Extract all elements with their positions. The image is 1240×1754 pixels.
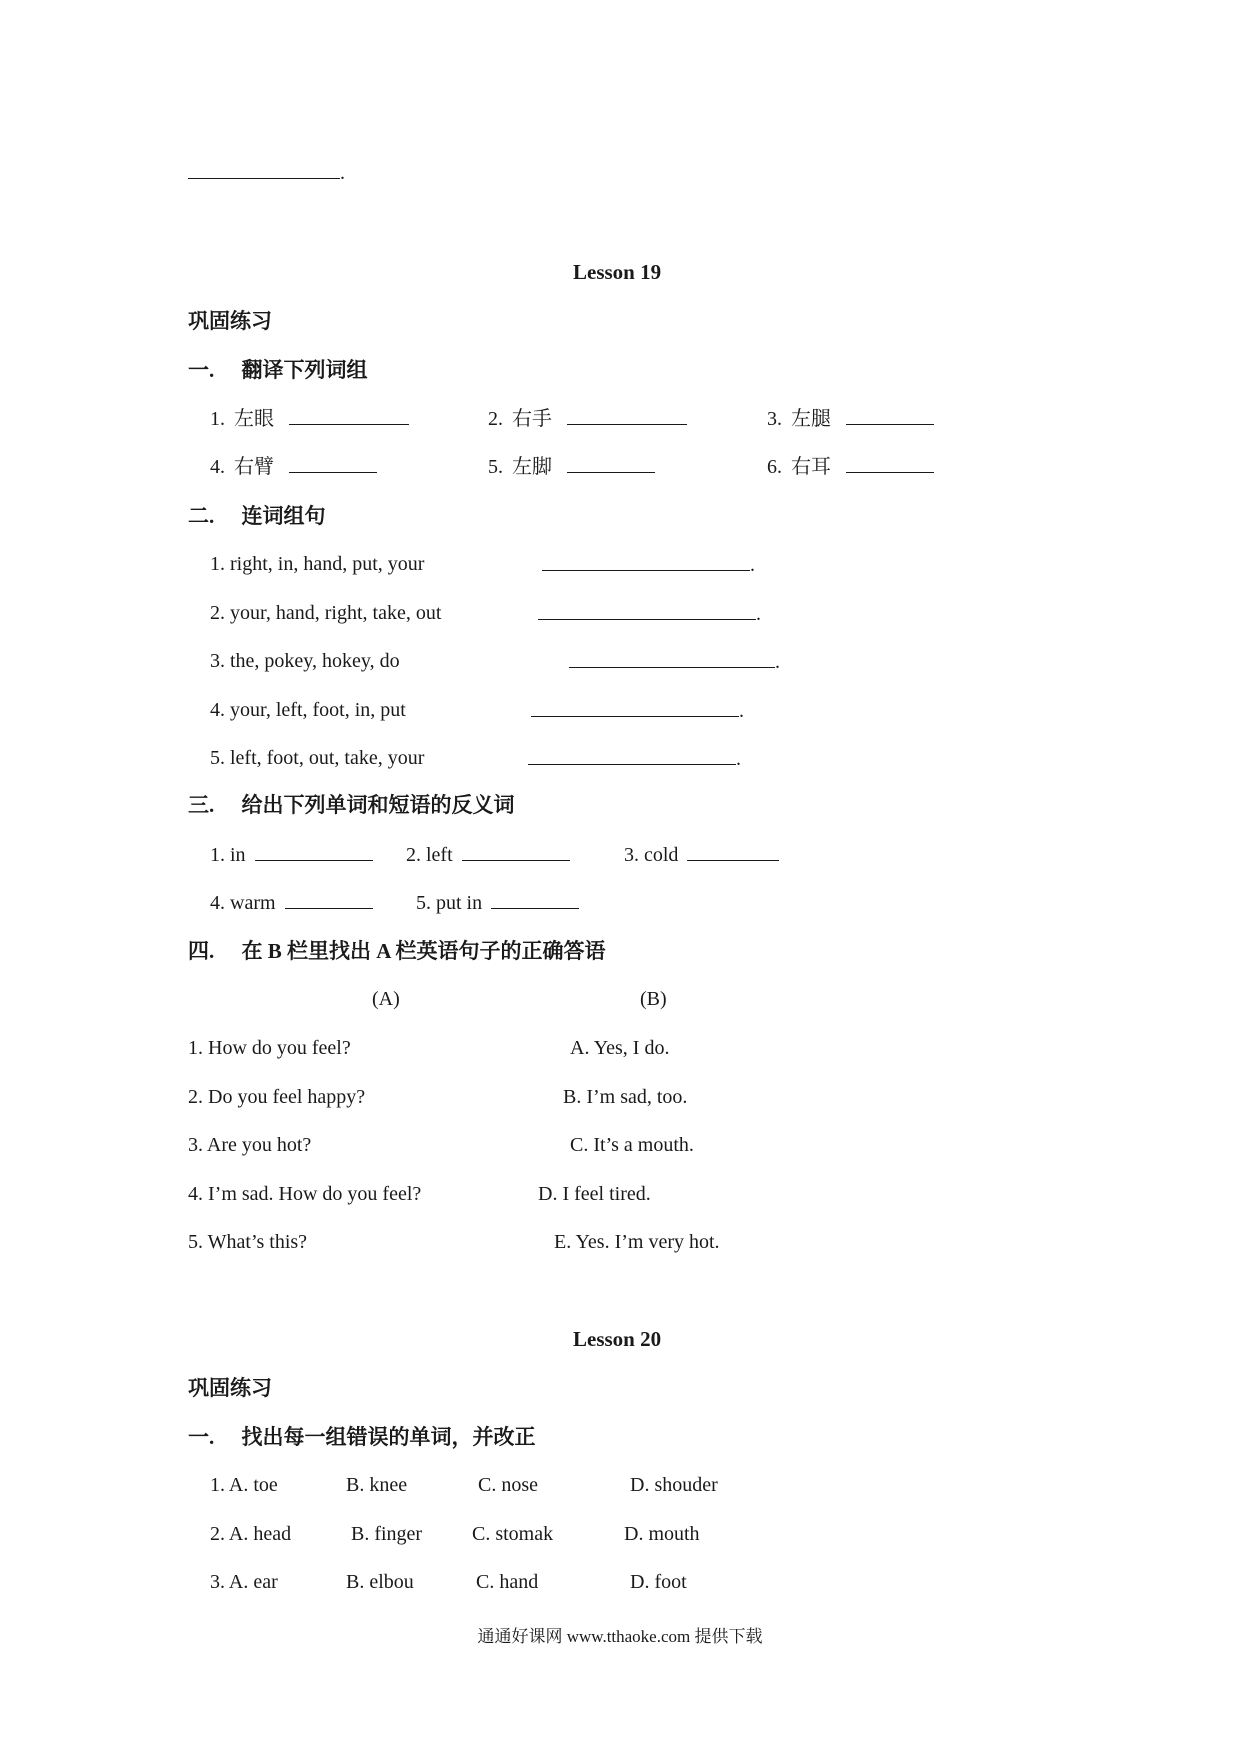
l19-s2-item-4: 4. your, left, foot, in, put — [210, 699, 406, 721]
l19-s1-item-5: 5. 左脚 — [488, 454, 655, 479]
column-a-item: 3. Are you hot? — [188, 1134, 312, 1156]
l19-s3-item-3: 3. cold — [624, 842, 779, 867]
option-b: B. elbou — [346, 1571, 414, 1593]
answer-blank[interactable] — [567, 406, 687, 425]
option-d: D. foot — [630, 1571, 687, 1593]
column-a-item: 2. Do you feel happy? — [188, 1086, 366, 1108]
column-b-item: A. Yes, I do. — [570, 1037, 670, 1059]
answer-blank[interactable] — [569, 649, 775, 668]
l19-s2-answer-3: . — [569, 649, 780, 674]
answer-blank[interactable] — [491, 890, 579, 909]
l19-s2-answer-2: . — [538, 601, 761, 626]
l19-s2-answer-4: . — [531, 698, 744, 723]
option-d: D. mouth — [624, 1523, 700, 1545]
column-a-item: 5. What’s this? — [188, 1231, 308, 1253]
option-b: B. finger — [351, 1523, 423, 1545]
answer-blank[interactable] — [462, 842, 570, 861]
l19-section-2-heading: 二. 连词组句 — [188, 504, 326, 528]
l19-s2-item-3: 3. the, pokey, hokey, do — [210, 650, 400, 672]
option-c: C. hand — [476, 1571, 539, 1593]
answer-blank[interactable] — [846, 454, 934, 473]
l19-s1-item-6: 6. 右耳 — [767, 454, 934, 479]
option-a: 2. A. head — [210, 1523, 292, 1545]
answer-blank[interactable] — [538, 601, 756, 620]
answer-blank[interactable] — [285, 890, 373, 909]
l19-s3-item-1: 1. in — [210, 842, 373, 867]
answer-blank[interactable] — [289, 406, 409, 425]
column-a-item: 4. I’m sad. How do you feel? — [188, 1183, 422, 1205]
l19-s2-item-5: 5. left, foot, out, take, your — [210, 747, 425, 769]
option-a: 1. A. toe — [210, 1474, 278, 1496]
answer-blank[interactable] — [846, 406, 934, 425]
page-footer: 通通好课网 www.tthaoke.com 提供下载 — [477, 1627, 763, 1646]
lesson-20-title: Lesson 20 — [573, 1327, 662, 1351]
l19-s2-item-2: 2. your, hand, right, take, out — [210, 602, 442, 624]
column-b-item: C. It’s a mouth. — [570, 1134, 694, 1156]
l19-section-4-heading: 四. 在 B 栏里找出 A 栏英语句子的正确答语 — [188, 939, 606, 963]
column-b-item: D. I feel tired. — [538, 1183, 651, 1205]
answer-blank[interactable] — [567, 454, 655, 473]
l19-s3-item-2: 2. left — [406, 842, 570, 867]
option-a: 3. A. ear — [210, 1571, 278, 1593]
l19-s3-item-4: 4. warm — [210, 890, 373, 915]
l20-section-1-heading: 一. 找出每一组错误的单词，并改正 — [188, 1425, 536, 1449]
l19-s3-item-5: 5. put in — [416, 890, 579, 915]
l19-s1-item-1: 1. 左眼 — [210, 406, 409, 431]
column-b-item: B. I’m sad, too. — [563, 1086, 688, 1108]
l19-s2-answer-5: . — [528, 746, 741, 771]
answer-blank[interactable] — [531, 698, 739, 717]
l19-s1-item-4: 4. 右臂 — [210, 454, 377, 479]
answer-blank[interactable] — [528, 746, 736, 765]
option-d: D. shouder — [630, 1474, 718, 1496]
column-a-label: (A) — [372, 988, 400, 1010]
l19-s1-item-2: 2. 右手 — [488, 406, 687, 431]
column-b-label: (B) — [640, 988, 667, 1010]
l19-s2-item-1: 1. right, in, hand, put, your — [210, 553, 425, 575]
lesson-19-title: Lesson 19 — [573, 260, 662, 284]
l19-section-1-heading: 一. 翻译下列词组 — [188, 358, 368, 382]
answer-blank[interactable] — [255, 842, 373, 861]
lesson-19-subtitle: 巩固练习 — [188, 309, 272, 333]
column-b-item: E. Yes. I’m very hot. — [554, 1231, 720, 1253]
l19-s1-item-3: 3. 左腿 — [767, 406, 934, 431]
lesson-20-subtitle: 巩固练习 — [188, 1376, 272, 1400]
column-a-item: 1. How do you feel? — [188, 1037, 351, 1059]
top-answer-line: . — [188, 160, 345, 185]
l19-section-3-heading: 三. 给出下列单词和短语的反义词 — [188, 793, 515, 817]
answer-blank[interactable] — [542, 552, 750, 571]
answer-blank[interactable] — [687, 842, 779, 861]
option-b: B. knee — [346, 1474, 408, 1496]
answer-blank[interactable] — [188, 160, 340, 179]
answer-blank[interactable] — [289, 454, 377, 473]
option-c: C. stomak — [472, 1523, 554, 1545]
l19-s2-answer-1: . — [542, 552, 755, 577]
option-c: C. nose — [478, 1474, 538, 1496]
